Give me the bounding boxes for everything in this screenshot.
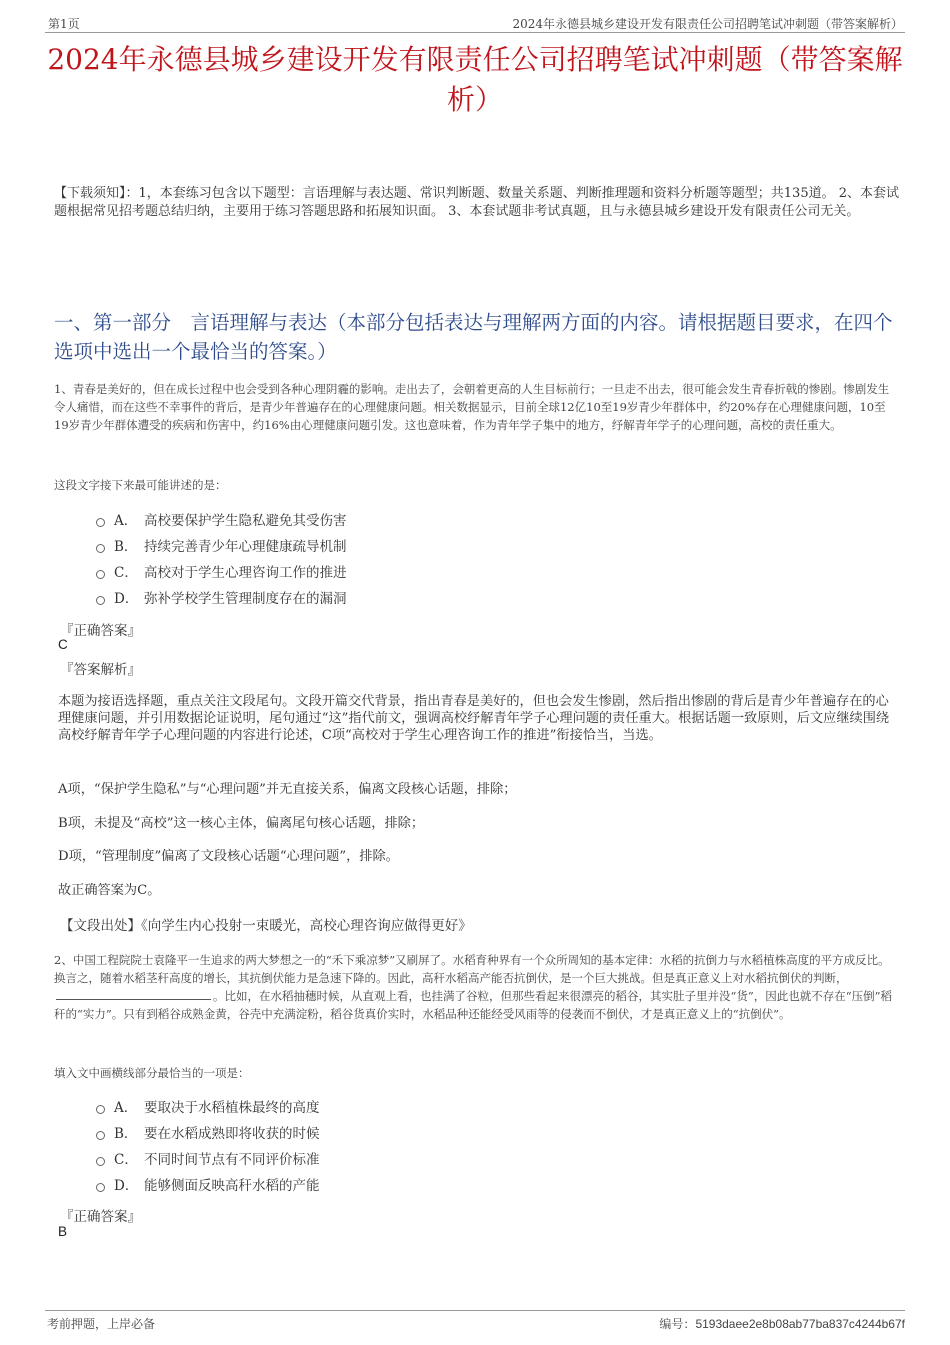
option-text: 要取决于水稻植株最终的高度 <box>144 1100 320 1116</box>
question-2-stem: 2、中国工程院院士袁隆平一生追求的两大梦想之一的“禾下乘凉梦”又刷屏了。水稻育种界有一个众所周知的基本定律：水稻的抗倒力与水稻植株高度的平方成反比。换言之，随着水稻茎秆高度的增长，其抗倒伏能力是急速下降的。因此，高秆水稻高产能否抗倒伏，是一个巨大挑战。但是真正意义上对水稻抗倒伏的判断，。比如，在水稻抽穗时候，从直观上看，也挂满了谷粒，但那些看起来很漂亮的稻谷，其实肚子里并没“货”，因此也就不存在“压倒”稻秆的“实力”。只有到稻谷成熟金黄，谷壳中充满淀粉，稻谷货真价实时，水稻品种还能经受风雨等的侵袭而不倒伏，才是真正意义上的“抗倒伏”。 <box>54 953 893 1021</box>
document-title: 2024年永德县城乡建设开发有限责任公司招聘笔试冲刺题（带答案解析） <box>47 43 903 116</box>
text-source: 【文段出处】《向学生内心投射一束暖光，高校心理咨询应做得更好》 <box>60 918 472 934</box>
option-text: 要在水稻成熟即将收获的时候 <box>144 1126 320 1142</box>
question-2-options <box>96 1095 320 1199</box>
option-d[interactable]: D． 能够侧面反映高秆水稻的产能 <box>96 1173 320 1199</box>
analysis-conclusion: 故正确答案为C。 <box>58 883 161 898</box>
document-code: 编号：5193daee2e8b08ab77ba837c4244b67f <box>659 1317 905 1331</box>
option-text: 高校要保护学生隐私避免其受伤害 <box>144 513 347 529</box>
download-notice: 【下载须知】：1，本套练习包含以下题型：言语理解与表达题、常识判断题、数量关系题、判断推理题和资料分析题等题型；共135道。 2、本套试题根据常见招考题总结归纳，主要用于练习答题思路和拓展知识面。 3、本套试题非考试真题，且与永德县城乡建设开发有限责任公司无关。 <box>54 186 899 219</box>
page-header <box>45 14 905 33</box>
radio-icon[interactable] <box>96 570 105 579</box>
option-text: 不同时间节点有不同评价标准 <box>144 1152 320 1168</box>
question-1-stem: 1、青春是美好的，但在成长过程中也会受到各种心理阴霾的影响。走出去了，会朝着更高的人生目标前行；一旦走不出去，很可能会发生青春折戟的惨剧。惨剧发生令人痛惜，而在这些不幸事件的背后，是青少年普遍存在的心理健康问题。相关数据显示，目前全球12亿10至19岁青少年群体中，约20%存在心理健康问题，10至19岁青少年群体遭受的疾病和伤害中，约16%由心理健康问题引发。这也意味着，作为青年学子集中的地方，纾解青年学子的心理问题，高校的责任重大。 <box>54 382 890 432</box>
option-b[interactable]: B． 要在水稻成熟即将收获的时候 <box>96 1121 320 1147</box>
option-text: 能够侧面反映高秆水稻的产能 <box>144 1178 320 1194</box>
option-d[interactable]: D． 弥补学校学生管理制度存在的漏洞 <box>96 586 347 612</box>
page-footer <box>45 1310 905 1331</box>
footer-slogan: 考前押题，上岸必备 <box>47 1317 156 1331</box>
radio-icon[interactable] <box>96 1105 105 1114</box>
option-text: 弥补学校学生管理制度存在的漏洞 <box>144 591 347 607</box>
question-1-prompt: 这段文字接下来最可能讲述的是： <box>54 478 227 492</box>
option-a[interactable]: A． 要取决于水稻植株最终的高度 <box>96 1095 320 1121</box>
radio-icon[interactable] <box>96 518 105 527</box>
option-a[interactable]: A． 高校要保护学生隐私避免其受伤害 <box>96 508 347 534</box>
analysis-option-b: B项，未提及“高校”这一核心主体，偏离尾句核心话题，排除； <box>58 816 425 831</box>
section-heading: 一、第一部分 言语理解与表达（本部分包括表达与理解两方面的内容。请根据题目要求，在四个选项中选出一个最恰当的答案。） <box>54 311 893 363</box>
fill-blank-line <box>56 988 211 1000</box>
radio-icon[interactable] <box>96 544 105 553</box>
question-1-options <box>96 508 347 612</box>
radio-icon[interactable] <box>96 596 105 605</box>
radio-icon[interactable] <box>96 1131 105 1140</box>
analysis-option-a: A项，“保护学生隐私”与“心理问题”并无直接关系，偏离文段核心话题，排除； <box>58 782 517 797</box>
question-2-prompt: 填入文中画横线部分最恰当的一项是： <box>54 1066 250 1080</box>
radio-icon[interactable] <box>96 1183 105 1192</box>
option-text: 持续完善青少年心理健康疏导机制 <box>144 539 347 555</box>
option-c[interactable]: C． 不同时间节点有不同评价标准 <box>96 1147 320 1173</box>
correct-answer: B <box>58 1224 68 1239</box>
analysis-option-d: D项，“管理制度”偏离了文段核心话题“心理问题”，排除。 <box>58 849 399 864</box>
option-c[interactable]: C． 高校对于学生心理咨询工作的推进 <box>96 560 347 586</box>
page-number: 第1页 <box>48 17 80 31</box>
analysis-paragraph: 本题为接语选择题，重点关注文段尾句。文段开篇交代背景，指出青春是美好的，但也会发生惨剧，然后指出惨剧的背后是青少年普遍存在的心理健康问题，并引用数据论证说明，尾句通过“这”指代前文，强调高校纾解青年学子心理问题的责任重大。根据话题一致原则，后文应继续围绕高校纾解青年学子心理问题的内容进行论述，C项“高校对于学生心理咨询工作的推进”衔接恰当，当选。 <box>58 694 890 743</box>
option-text: 高校对于学生心理咨询工作的推进 <box>144 565 347 581</box>
answer-label: 『正确答案』 <box>60 1209 141 1225</box>
option-b[interactable]: B． 持续完善青少年心理健康疏导机制 <box>96 534 347 560</box>
analysis-label: 『答案解析』 <box>60 662 141 678</box>
header-document-name: 2024年永德县城乡建设开发有限责任公司招聘笔试冲刺题（带答案解析） <box>512 17 903 31</box>
radio-icon[interactable] <box>96 1157 105 1166</box>
correct-answer: C <box>58 637 68 652</box>
answer-label: 『正确答案』 <box>60 623 141 639</box>
